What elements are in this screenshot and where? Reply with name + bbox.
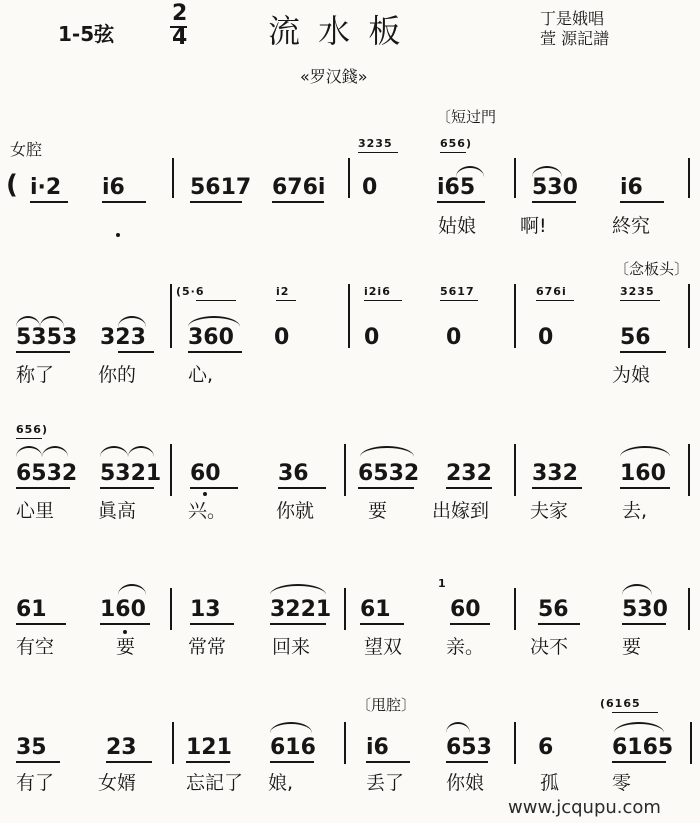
note-group: 6 <box>538 735 554 760</box>
note-group: 232 <box>446 461 492 486</box>
lyric: 終究 <box>612 215 651 237</box>
note-group: i·2 <box>30 175 62 200</box>
note-group: 530 <box>622 597 668 622</box>
lyric: 你就 <box>276 500 315 522</box>
note-group: 35 <box>16 735 47 760</box>
source-opera: «罗汉錢» <box>300 67 368 86</box>
meter-top: 2 <box>172 1 188 26</box>
lyric: 望双 <box>364 636 403 658</box>
note-group: 653 <box>446 735 492 760</box>
note-group: 6165 <box>612 735 674 760</box>
note-group: 56 <box>538 597 569 622</box>
lyric: 要 <box>622 636 642 658</box>
lyric: 姑娘 <box>438 215 477 237</box>
lyric: 啊! <box>520 215 547 237</box>
small-note: 3235 <box>620 285 655 298</box>
lyric: 你的 <box>98 364 137 386</box>
small-note: 676i <box>536 285 567 298</box>
note-group: 6532 <box>358 461 420 486</box>
lyric: 心, <box>188 364 214 386</box>
key-signature: 1-5弦 <box>58 22 115 46</box>
note-group: 160 <box>620 461 666 486</box>
note-group: 5321 <box>100 461 162 486</box>
note-group: 13 <box>190 597 221 622</box>
page-title: 流 水 板 <box>268 12 405 50</box>
note-group: 332 <box>532 461 578 486</box>
note-group: 323 <box>100 325 146 350</box>
lyric: 丢了 <box>366 772 405 794</box>
note-group: 0 <box>538 325 554 350</box>
small-note: 3235 <box>358 137 393 150</box>
lyric: 孤 <box>540 772 560 794</box>
lyric: 亲。 <box>446 636 485 658</box>
lyric: 心里 <box>16 500 55 522</box>
lyric: 要 <box>116 636 136 658</box>
meter-bottom: 4 <box>172 25 188 50</box>
note-group: 61 <box>360 597 391 622</box>
interlude-label: 〔短过門 <box>436 108 497 126</box>
lyric: 要 <box>368 500 388 522</box>
lyric: 回来 <box>272 636 311 658</box>
nianbantou-label: 〔念板头〕 <box>614 260 690 278</box>
note-group: 0 <box>446 325 462 350</box>
note-group: 0 <box>362 175 378 200</box>
small-note: i2 <box>276 285 290 298</box>
note-group: 56 <box>620 325 651 350</box>
note-group: 61 <box>16 597 47 622</box>
watermark: www.jcqupu.com <box>508 797 661 818</box>
note-group: 160 <box>100 597 146 622</box>
note-group: i6 <box>366 735 389 760</box>
small-note: (5·6 <box>176 285 205 298</box>
note-group: 616 <box>270 735 316 760</box>
lyric: 娘, <box>268 772 294 794</box>
note-group: 60 <box>190 461 221 486</box>
note-group: 0 <box>364 325 380 350</box>
lyric: 有了 <box>16 772 55 794</box>
small-note: i2i6 <box>364 285 391 298</box>
lyric: 称了 <box>16 364 55 386</box>
note-group: 0 <box>274 325 290 350</box>
note-group: 6532 <box>16 461 78 486</box>
lyric: 眞高 <box>98 500 137 522</box>
transcriber-credit: 萱 源記譜 <box>540 29 610 48</box>
note-group: i6 <box>620 175 643 200</box>
note-group: 36 <box>278 461 309 486</box>
note-group: 121 <box>186 735 232 760</box>
note-group: 5617 <box>190 175 252 200</box>
note-group: i65 <box>437 175 476 200</box>
small-note: 5617 <box>440 285 475 298</box>
shuaiqiang-label: 〔甩腔〕 <box>356 696 417 714</box>
lyric: 忘記了 <box>186 772 244 794</box>
note-group: i6 <box>102 175 125 200</box>
lyric: 女婿 <box>98 772 137 794</box>
grace-note: 1 <box>438 577 447 590</box>
note-group: 530 <box>532 175 578 200</box>
note-group: 3221 <box>270 597 332 622</box>
note-group: 676i <box>272 175 326 200</box>
lyric: 出嫁到 <box>432 500 490 522</box>
lyric: 零 <box>612 772 632 794</box>
lyric: 决不 <box>530 636 569 658</box>
lyric: 为娘 <box>612 364 651 386</box>
note-group: 360 <box>188 325 234 350</box>
lyric: 兴。 <box>188 500 227 522</box>
note-group: 60 <box>450 597 481 622</box>
lyric: 你娘 <box>446 772 485 794</box>
lyric: 去, <box>622 500 648 522</box>
open-paren: ( <box>6 170 18 200</box>
small-note: (6165 <box>600 697 641 710</box>
lyric: 有空 <box>16 636 55 658</box>
lyric: 夫家 <box>530 500 569 522</box>
note-group: 5353 <box>16 325 78 350</box>
small-note: 656) <box>440 137 472 150</box>
singer-credit: 丁是娥唱 <box>540 9 605 28</box>
voice-label: 女腔 <box>10 140 43 159</box>
small-note: 656) <box>16 423 48 436</box>
lyric: 常常 <box>188 636 227 658</box>
note-group: 23 <box>106 735 137 760</box>
